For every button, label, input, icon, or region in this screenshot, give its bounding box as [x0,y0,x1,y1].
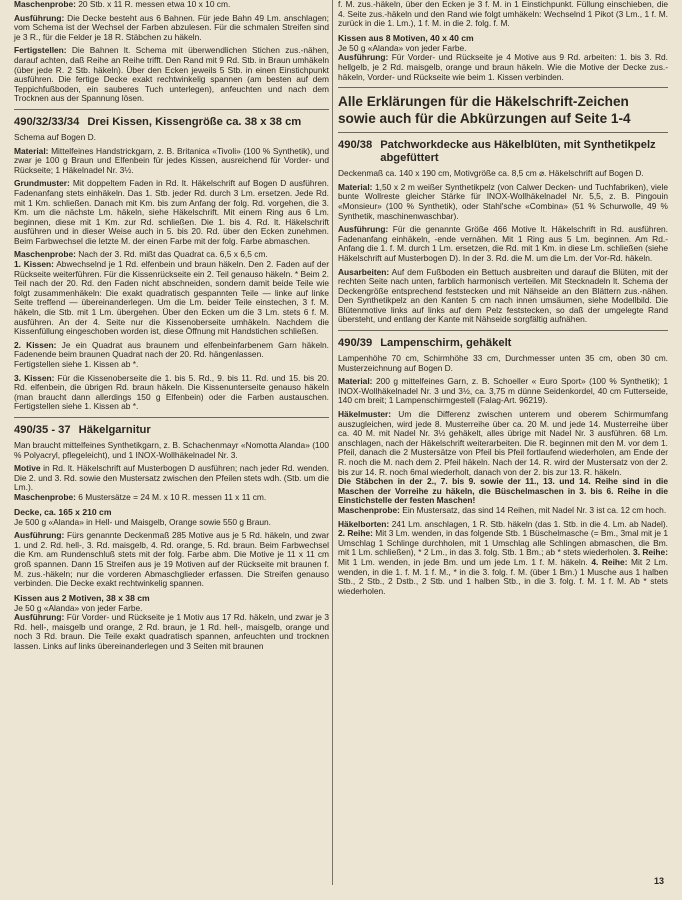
paragraph: Motive in Rd. lt. Häkelschrift auf Musterbogen D ausführen; nach jeder Rd. wenden. Die 2. und 3. Rd. sowie den Mustersatz zwischen den Pfeilen stets wdh. (Stb. um die Lm.). Maschenprobe: 6 Mustersätze = 24 M. x 10 R. messen 11 x 11 cm. [14,463,329,502]
left-column [14,0,329,656]
paragraph: Material: 200 g mittelfeines Garn, z. B. Schoeller « Euro Sport» (100 % Synthetik); 1 INOX-Wollhäkelnadel Nr. 3 und 3½, ca. 3,75 m dünne Seidenkordel, 40 cm Futterseide, 140 cm breit; 1 Lampenschirmgestell (Falag-Art. 96219). [338,376,668,406]
subheading: Decke, ca. 165 x 210 cm [14,506,112,517]
section-divider [338,87,668,88]
section-divider [338,330,668,331]
paragraph: Man braucht mittelfeines Synthetikgarn, z. B. Schachenmayr «Nomotta Alanda» (100 % Polyacryl, pflegeleicht), und 1 INOX-Wollhäkelnadel Nr. 3. [14,439,329,460]
section-divider [338,132,668,133]
section-heading: 490/32/33/34 Drei Kissen, Kissengröße ca. 38 x 38 cm [14,115,302,128]
paragraph: 3. Kissen: Für die Kissenoberseite die 1. bis 5. Rd., 9. bis 11. Rd. und 15. bis 20. Rd. elfenbein, die übrigen Rd. braun häkeln. Die Kissenunterseite genauso häkeln (man braucht dann allerdings 150 g Elfenbein) oder die Farben austauschen. Fertigstellen siehe 1. Kissen ab *. [14,372,329,412]
paragraph: Ausführung: Die Decke besteht aus 6 Bahnen. Für jede Bahn 49 Lm. anschlagen; vom Schema ist der Wechsel der Farben abzulesen. Für die schmalen Streifen sind je 3 R., für die Felder je 18 R. Stäbchen zu häkeln. [14,12,329,42]
subheading: Kissen aus 2 Motiven, 38 x 38 cm [14,592,150,603]
paragraph: Ausführung: Fürs genannte Deckenmaß 285 Motive aus je 5 Rd. häkeln, und zwar 1. und 2. Rd. hell-, 3. Rd. maisgelb, 4. Rd. orange, 5. Rd. braun. Beim Farbwechsel die Km. am Rundenschluß stets mit der folg. Farbe abm. Die Motive je 11 x 11 cm groß spannen. Dann 15 Streifen aus je 19 Motiven auf der Rückseite mit braunen f. M. zus.-häkeln; nur die vorderen Abmaschglieder erfassen. Die Streifen genauso verbinden. Die Decke exakt rechtwinkelig spannen. [14,530,329,589]
paragraph: Je 50 g «Alanda» von jeder Farbe. [14,602,143,613]
paragraph: Deckenmaß ca. 140 x 190 cm, Motivgröße ca. 8,5 cm ⌀. Häkelschrift auf Bogen D. [338,168,644,179]
paragraph: Häkelborten: 241 Lm. anschlagen, 1 R. Stb. häkeln (das 1. Stb. in die 4. Lm. ab Nadel). 2. Reihe: Mit 3 Lm. wenden, in das folgende Stb. 1 Büschelmasche (= Bm., 3mal mit je 1 Umschlag 1 Schlinge durchholen, mit 1 Umschlag alle Schlingen abmaschen, die Bm. mit 1 Lm. schließen), * 2 Lm., in das 3. folg. Stb. 1 Bm.; ab * stets wiederholen. 3. Reihe: Mit 1 Lm. wenden, in jede Bm. und um jede Lm. 1 f. M. häkeln. 4. Reihe: Mit 2 Lm. wenden, in die 1. f. M. 1 f. M., * in die 3. folg. f. M. (über 1 Bm.) 1 Musche aus 1 halben Stb., 2 Stb., 2 Dstb., 2 Stb. und 1 halben Stb., in die 3. folg. f. M. 1 f. M. Ab * stets wiederholen. [338,518,668,596]
section-heading: 490/38 Patchworkdecke aus Häkelblüten, mit Synthetikpelz abgefüttert [338,139,656,165]
section-divider [14,417,329,418]
right-column [338,0,668,600]
paragraph: Maschenprobe: 20 Stb. x 11 R. messen etwa 10 x 10 cm. [14,0,231,9]
paragraph: Material: 1,50 x 2 m weißer Synthetikpelz (von Calwer Decken- und Tuchfabriken), viele bunte Wollreste gleicher Stärke für INOX-Wollhäkelnadel Nr. 5,5, z. B. Pingouin «Monsieur» (100 % Synthetik), oder Stahl'sche «Combina» (51 % Schurwolle, 49 % Synthetik, maschinenwaschbar). [338,181,668,221]
section-heading: 490/39 Lampenschirm, gehäkelt [338,337,512,350]
paragraph: Ausarbeiten: Auf dem Fußboden ein Bettuch ausbreiten und darauf die Blüten, mit der rechten Seite nach unten, farblich harmonisch verteilen. Mit Stecknadeln lt. Schema der Deckengröße entsprechend feststecken und mit Nähseide an den Blättern zus.-nähen. Den Synthetikpelz an den Kanten 5 cm nach innen umsäumen, siehe Modellbild. Die Blütenmotive links auf links auf dem Pelz feststecken, so daß der umgelegte Rand übersteht, und entlang der Kante mit Nähseide sorgfältig aufnähen. [338,266,668,325]
column-divider [332,0,333,885]
paragraph: Je 50 g «Alanda» von jeder Farbe. [338,42,467,53]
section-heading: 490/35 - 37 Häkelgarnitur [14,423,151,436]
paragraph: Maschenprobe: Nach der 3. Rd. mißt das Quadrat ca. 6,5 x 6,5 cm. 1. Kissen: Abwechselnd je 1 Rd. elfenbein und braun häkeln. Den 2. Faden auf der Rückseite weiterführen. Für die Kissenrückseite ein 2. Teil genauso häkeln. * Beim 2. Teil nach der 20. Rd. den Faden nicht abschneiden, sondern damit beide Teile wie folgt zusammenhäkeln: Die exakt quadratisch gespannten Teile — linke auf linke Seite treffend — übereinanderlegen. Um die Lm. beider Teile einstechen, 3 f. M. häkeln, die Stb. mit 1 Lm. übergehen. Über den Ecken um die 3 Lm. stets 6 f. M. ausführen. An der 4. Seite nur die Kissenoberseite umhäkeln. Nachdem die Kissenfüllung eingeschoben worden ist, diese Öffnung mit Handstichen schließen. [14,249,329,337]
paragraph: Je 500 g «Alanda» in Hell- und Maisgelb, Orange sowie 550 g Braun. [14,516,271,527]
paragraph: Material: Mittelfeines Handstrickgarn, z. B. Britanica «Tivoli» (100 % Synthetik), und zwar je 100 g Braun und Elfenbein für jedes Kissen, ausreichend für Vorder- und Rückseite; 1 Häkelnadel Nr. 3½. [14,145,329,175]
paragraph: Fertigstellen: Die Bahnen lt. Schema mit überwendlichen Stichen zus.-nähen, darauf achten, daß Reihe an Reihe trifft. Den Rand mit 9 Rd. Stb. in Braun umhäkeln (über jede R. 2 Stb. häkeln). Über den Ecken jeweils 5 Stb. in einen Einstichpunkt ausführen. Die fertige Decke exakt rechtwinkelig spannen (am besten auf dem Teppichfußboden, ein sauberes Tuch unterlegen), anfeuchten und nach dem Trocknen aus der Spannung lösen. [14,45,329,104]
paragraph: Lampenhöhe 70 cm, Schirmhöhe 33 cm, Durchmesser unten 35 cm, oben 30 cm. Musterzeichnung auf Bogen D. [338,353,668,373]
paragraph: Schema auf Bogen D. [14,131,96,142]
page-number: 13 [653,876,664,886]
paragraph: 2. Kissen: Je ein Quadrat aus braunem und elfenbeinfarbenem Garn häkeln. Fadenende beim braunen Quadrat nach der 20. Rd. hängenlassen. Fertigstellen siehe 1. Kissen ab *. [14,339,329,369]
paragraph: Ausführung: Für Vorder- und Rückseite je 1 Motiv aus 17 Rd. häkeln, und zwar je 3 Rd. hell-, maisgelb und orange, 2 Rd. braun, je 1 Rd. hell-, maisgelb, orange und noch 3 Rd. braun. Die Teile exakt quadratisch spannen, anfeuchten und trocknen lassen. Links auf links übereinanderlegen und 3 Seiten mit braunen [14,612,329,652]
paragraph: Häkelmuster: Um die Differenz zwischen unterem und oberem Schirmumfang auszugleichen, wird jede 8. Musterreihe über ca. 20 M. und jede 14. Musterreihe über ca. 40 M. mit Nadel Nr. 3½ gehäkelt, alles übrige mit Nadel Nr. 3 ausführen. 68 Lm. anschlagen, nach der Häkelschrift weiterarbeiten. Die R. beginnen mit den M. vor dem 1. Pfeil, danach die 2 Mustersätze von Pfeil bis Pfeil fortlaufend wiederholen, am Ende der R. noch die M. nach dem 2. Pfeil häkeln. Nach der 14. R. wird der Mustersatz von der 2. bis zur 14. R. noch 6mal wiederholt, danach von der 2. bis zur 13. R. häkeln. Die Stäbchen in der 2., 7. bis 9. sowie der 11., 13. und 14. Reihe sind in die Maschen der Vorreihe zu häkeln, die Büschelmaschen in 3. bis 6. Reihe in die Einstichstelle der festen Maschen! Maschenprobe: Ein Mustersatz, das sind 14 Reihen, mit Nadel Nr. 3 ist ca. 12 cm hoch. [338,409,668,515]
paragraph: Grundmuster: Mit doppeltem Faden in Rd. lt. Häkelschrift auf Bogen D ausführen. Fadenanfang stets einhäkeln. Das 1. Stb. jeder Rd. durch 3 Lm. ersetzen. Jede Rd. mit 1 Km. schließen. Danach mit Km. bis zum Anfang der folg. Rd. vorgehen, die 3. Km. um die nächste Lm. häkeln, siehe Häkelschrift. Mit einem Ring aus 6 Lm. beginnen, diese mit 1 Km. zur Rd. schließen. Die 1. bis 4. Rd. lt. Häkelschrift ausführen und in dieser Weise auch in 5. bis 20. Rd. über den Ecken zunehmen. Beim Farbwechsel die letzte M. der einen Farbe mit der folg. Farbe abmaschen. [14,178,329,246]
notice-heading: Alle Erklärungen für die Häkelschrift-Zeichen sowie auch für die Abkürzungen auf Seite 1-4 [338,94,631,127]
paragraph: Ausführung: Für die genannte Größe 466 Motive lt. Häkelschrift in Rd. ausführen. Fadenanfang einhäkeln, -ende vernähen. Mit 1 Ring aus 5 Lm. beginnen. Am Rd.-Anfang die 1. f. M. durch 1 Lm. ersetzen, die Rd. mit 1 Km. in diese Lm. schließen (siehe Häkelschrift auf Musterbogen D). In der 3. Rd. die M. um die Lm. der Vor-Rd. häkeln. [338,224,668,263]
subheading: Kissen aus 8 Motiven, 40 x 40 cm [338,32,474,43]
section-divider [14,109,329,110]
paragraph: Ausführung: Für Vorder- und Rückseite je 4 Motive aus 9 Rd. arbeiten: 1. bis 3. Rd. hellgelb, je 2 Rd. maisgelb, orange und braun häkeln. Wie die Motive der Decke zus.-häkeln, Vorder- und Rückseite wie beim 1. Kissen verbinden. [338,52,668,82]
paragraph: f. M. zus.-häkeln, über den Ecken je 3 f. M. in 1 Einstichpunkt. Füllung einschieben, die 4. Seite zus.-häkeln und den Rand wie folgt umhäkeln: Wechselnd 1 Pikot (3 Lm., 1 f. M. zurück in die 1. Lm.), 1 f. M. in die 2. folg. f. M. [338,0,668,29]
